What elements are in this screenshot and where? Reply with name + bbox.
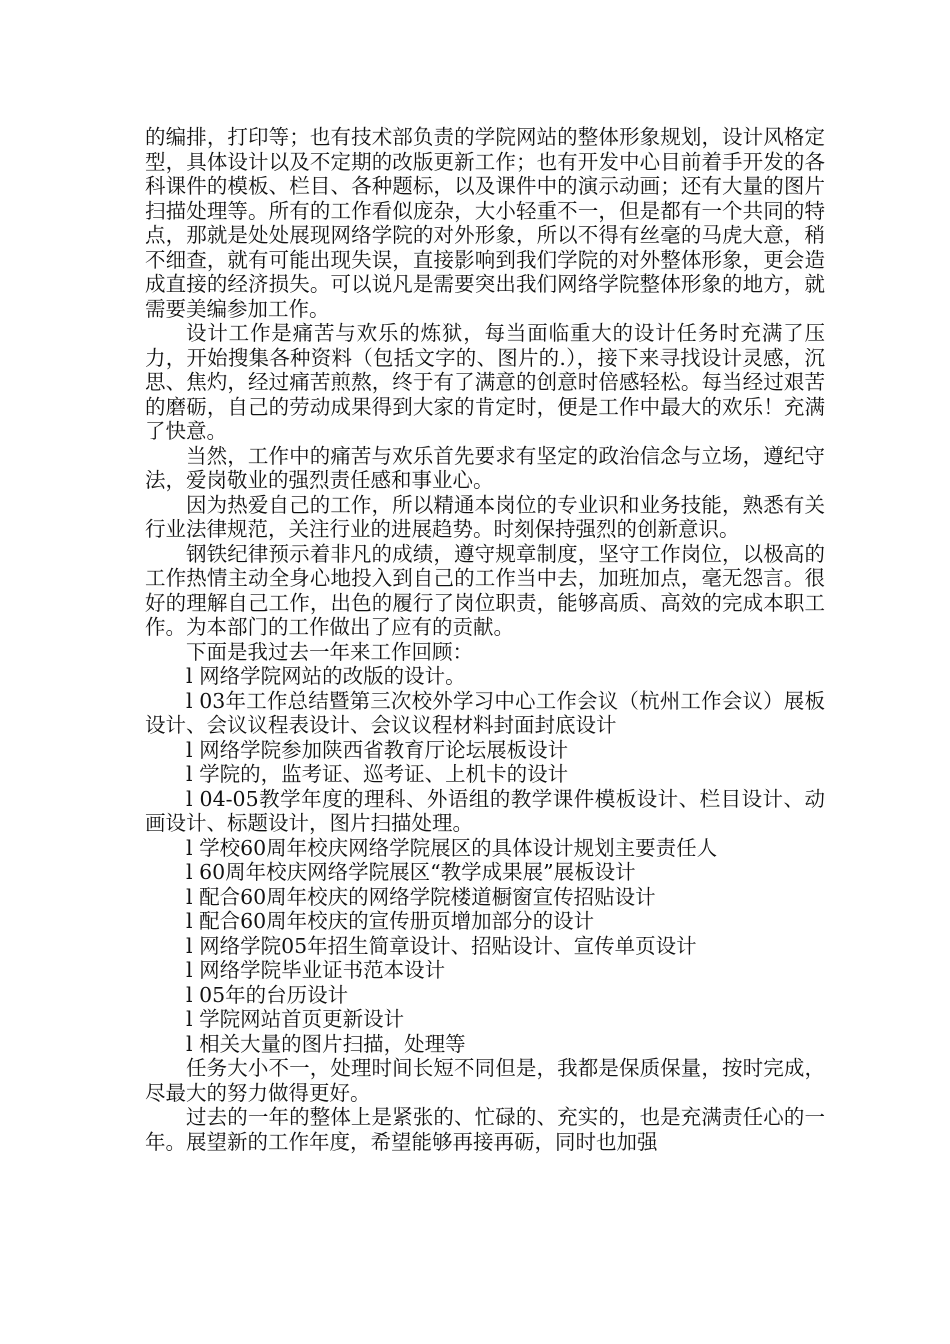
paragraph-discipline: 钢铁纪律预示着非凡的成绩，遵守规章制度，坚守工作岗位，以极高的工作热情主动全身心地投入到自己的工作当中去，加班加点，毫无怨言。很好的理解自己工作，出色的履行了岗位职责，能够高质、高效的完成本职工作。为本部门的工作做出了应有的贡献。: [145, 541, 825, 639]
paragraph-review-intro: 下面是我过去一年来工作回顾：: [186, 639, 473, 664]
list-item: l 网络学院网站的改版的设计。: [186, 664, 466, 688]
paragraph-task-summary: 任务大小不一，处理时间长短不同但是，我都是保质保量，按时完成，尽最大的努力做得更好。: [145, 1056, 825, 1105]
list-item: l 相关大量的图片扫描，处理等: [186, 1031, 466, 1056]
list-item: l 05年的台历设计: [186, 982, 349, 1007]
list-item: l 03年工作总结暨第三次校外学习中心工作会议（杭州工作会议）展板设计、会议议程表设计、会议议程材料封面封底设计: [145, 688, 825, 737]
paragraph-design-work: 设计工作是痛苦与欢乐的炼狱，每当面临重大的设计任务时充满了压力，开始搜集各种资料（包括文字的、图片的.），接下来寻找设计灵感，沉思、焦灼，经过痛苦煎熬，终于有了满意的创意时倍感轻松。每当经过艰苦的磨砺，自己的劳动成果得到大家的肯定时，便是工作中最大的欢乐！充满了快意。: [145, 321, 825, 443]
list-item: l 网络学院参加陕西省教育厅论坛展板设计: [186, 737, 569, 762]
list-item: l 网络学院05年招生简章设计、招贴设计、宣传单页设计: [186, 933, 697, 958]
list-item: l 配合60周年校庆的网络学院楼道橱窗宣传招贴设计: [186, 884, 656, 909]
list-item: l 04-05教学年度的理科、外语组的教学课件模板设计、栏目设计、动画设计、标题设计，图片扫描处理。: [145, 786, 825, 835]
paragraph-continuation: 的编排，打印等；也有技术部负责的学院网站的整体形象规划，设计风格定型，具体设计以及不定期的改版更新工作；也有开发中心目前着手开发的各科课件的模板、栏目、各种题标，以及课件中的演示动画；还有大量的图片扫描处理等。所有的工作看似庞杂，大小轻重不一，但是都有一个共同的特点，那就是处处展现网络学院的对外形象，所以不得有丝毫的马虎大意，稍不细查，就有可能出现失误，直接影响到我们学院的对外整体形象，更会造成直接的经济损失。可以说凡是需要突出我们网络学院整体形象的地方，就需要美编参加工作。: [145, 125, 825, 321]
list-item: l 网络学院毕业证书范本设计: [186, 958, 446, 982]
list-item: l 60周年校庆网络学院展区“教学成果展”展板设计: [186, 860, 636, 884]
list-item: l 学校60周年校庆网络学院展区的具体设计规划主要责任人: [186, 835, 718, 860]
paragraph-love-of-work: 因为热爱自己的工作，所以精通本岗位的专业识和业务技能，熟悉有关行业法律规范，关注行业的进展趋势。时刻保持强烈的创新意识。: [145, 492, 825, 541]
list-item: l 配合60周年校庆的宣传册页增加部分的设计: [186, 909, 595, 933]
paragraph-year-outlook: 过去的一年的整体上是紧张的、忙碌的、充实的，也是充满责任心的一年。展望新的工作年度，希望能够再接再砺，同时也加强: [145, 1105, 825, 1154]
list-item: l 学院网站首页更新设计: [186, 1007, 405, 1031]
paragraph-political-belief: 当然，工作中的痛苦与欢乐首先要求有坚定的政治信念与立场，遵纪守法，爱岗敬业的强烈责任感和事业心。: [145, 443, 825, 492]
list-item: l 学院的，监考证、巡考证、上机卡的设计: [186, 762, 569, 786]
document-body: [145, 125, 825, 1154]
